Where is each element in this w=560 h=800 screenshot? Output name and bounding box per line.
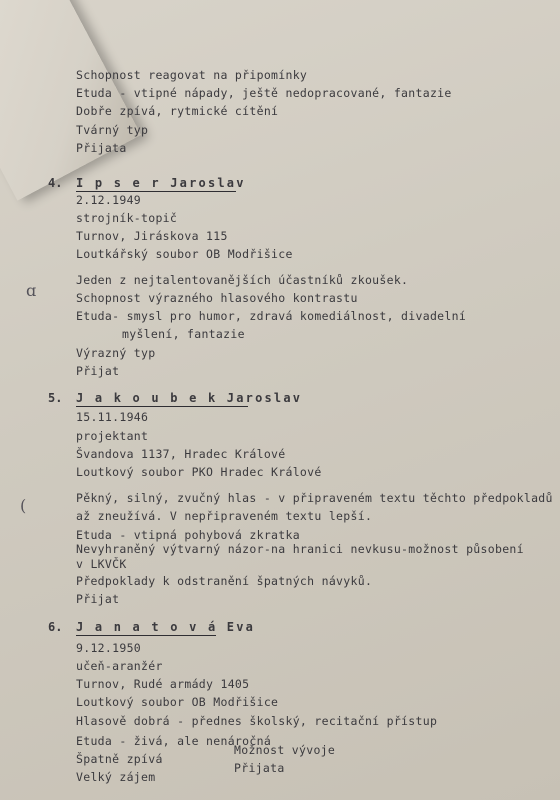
note-line: Etuda - vtipná pohybová zkratka [76, 528, 300, 542]
name-underline [76, 406, 248, 407]
ensemble: Loutkový soubor PKO Hradec Králové [76, 465, 322, 479]
text-line: Tvárný typ [76, 123, 149, 137]
verdict: Přijat [76, 592, 120, 606]
note-line: Pěkný, silný, zvučný hlas - v připraveném textu těchto předpokladů [76, 491, 553, 505]
entry-name: J a n a t o v á Eva [76, 620, 256, 634]
birth-date: 2.12.1949 [76, 193, 142, 207]
note-line: Hlasově dobrá - přednes školský, recitační přístup [76, 714, 438, 728]
text-line: Dobře zpívá, rytmické cítění [76, 104, 279, 118]
text-line: Etuda - vtipné nápady, ještě nedopracované, fantazie [76, 86, 452, 100]
text-line: Přijata [76, 141, 127, 155]
occupation: učeň-aranžér [76, 659, 163, 673]
note-line: Velký zájem [76, 770, 156, 784]
note-line: v LKVČK [76, 557, 127, 571]
note-line: Jeden z nejtalentovanějších účastníků zkoušek. [76, 273, 409, 287]
folded-page-corner [0, 0, 141, 201]
birth-date: 9.12.1950 [76, 641, 142, 655]
ensemble: Loutkový soubor OB Modřišice [76, 695, 279, 709]
verdict: Přijat [76, 364, 120, 378]
entry-number: 5. [48, 391, 63, 405]
ensemble: Loutkářský soubor OB Modřišice [76, 247, 293, 261]
entry-number: 4. [48, 176, 63, 190]
occupation: strojník-topič [76, 211, 178, 225]
occupation: projektant [76, 429, 149, 443]
side-note: Možnost vývoje [234, 743, 336, 757]
note-line: Etuda - živá, ale nenáročná [76, 734, 272, 748]
note-line: Schopnost výrazného hlasového kontrastu [76, 291, 358, 305]
note-line: myšlení, fantazie [122, 327, 245, 341]
entry-name: I p s e r Jaroslav [76, 176, 246, 190]
note-line: až zneužívá. V nepřipraveném textu lepší. [76, 509, 373, 523]
text-line: Schopnost reagovat na připomínky [76, 68, 308, 82]
note-line: Výrazný typ [76, 346, 156, 360]
birth-date: 15.11.1946 [76, 410, 149, 424]
name-underline [76, 635, 216, 636]
address: Švandova 1137, Hradec Králové [76, 447, 286, 461]
note-line: Nevyhraněný výtvarný názor-na hranici nevkusu-možnost působení [76, 542, 524, 556]
address: Turnov, Rudé armády 1405 [76, 677, 250, 691]
margin-mark: ɑ [26, 281, 37, 300]
verdict: Přijata [234, 761, 285, 775]
note-line: Etuda- smysl pro humor, zdravá komediálnost, divadelní [76, 309, 467, 323]
entry-number: 6. [48, 620, 63, 634]
note-line: Špatně zpívá [76, 752, 163, 766]
address: Turnov, Jiráskova 115 [76, 229, 228, 243]
note-line: Předpoklady k odstranění špatných návyků. [76, 574, 373, 588]
margin-mark: ( [20, 496, 27, 515]
name-underline [76, 191, 236, 192]
entry-name: J a k o u b e k Jaroslav [76, 391, 303, 405]
